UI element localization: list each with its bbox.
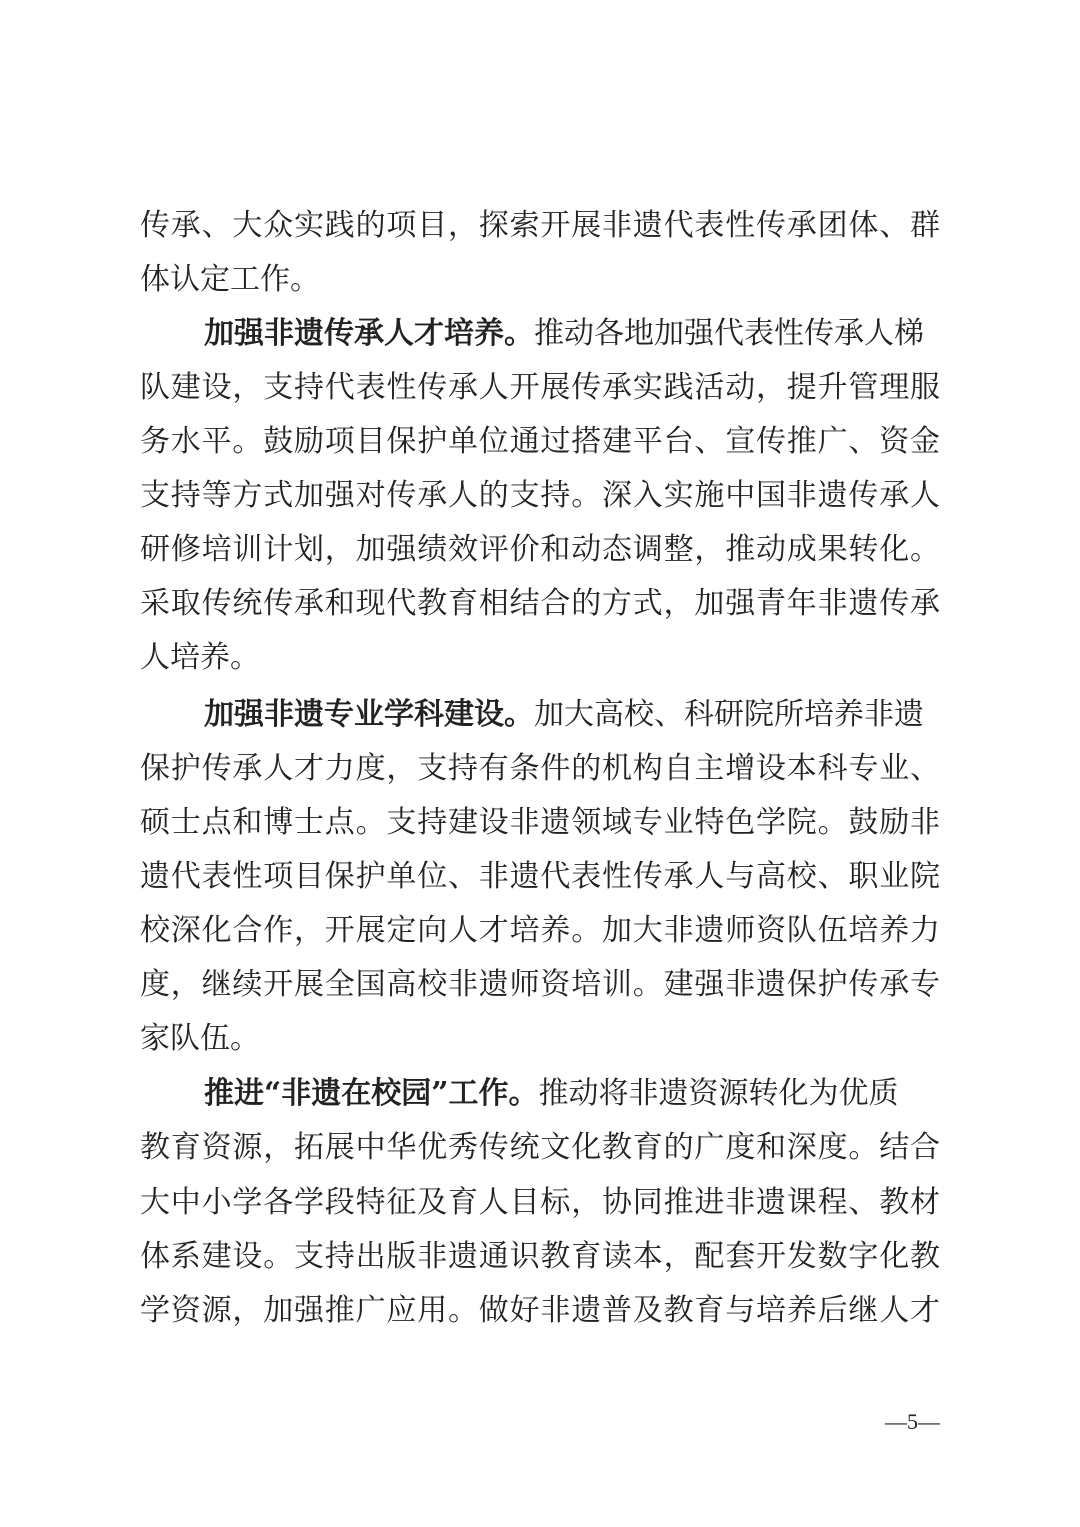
body-line: 人培养。 <box>140 640 260 675</box>
paragraph-talent-training <box>204 314 940 354</box>
body-line: 硕士点和博士点。支持建设非遗领域专业特色学院。鼓励非 <box>140 805 940 840</box>
paragraph-discipline-building <box>204 695 940 735</box>
page-number: —5— <box>885 1409 940 1434</box>
body-text: 推动各地加强代表性传承人梯 <box>534 316 924 351</box>
body-line: 度，继续开展全国高校非遗师资培训。建强非遗保护传承专 <box>140 967 940 1002</box>
body-line: 家队伍。 <box>140 1021 260 1056</box>
paragraph-campus <box>204 1074 940 1114</box>
body-line: 体系建设。支持出版非遗通识教育读本，配套开发数字化教 <box>140 1239 940 1274</box>
body-line: 务水平。鼓励项目保护单位通过搭建平台、宣传推广、资金 <box>140 424 940 459</box>
body-text: 推动将非遗资源转化为优质 <box>538 1076 899 1111</box>
body-line: 校深化合作，开展定向人才培养。加大非遗师资队伍培养力 <box>140 913 940 948</box>
body-line: 遗代表性项目保护单位、非遗代表性传承人与高校、职业院 <box>140 859 940 894</box>
body-line: 支持等方式加强对传承人的支持。深入实施中国非遗传承人 <box>140 478 940 513</box>
section-heading: 加强非遗传承人才培养。 <box>204 316 534 351</box>
body-line: 采取传统传承和现代教育相结合的方式，加强青年非遗传承 <box>140 586 940 621</box>
body-line: 传承、大众实践的项目，探索开展非遗代表性传承团体、群 <box>140 208 940 243</box>
body-line: 学资源，加强推广应用。做好非遗普及教育与培养后继人才 <box>140 1293 940 1328</box>
body-line: 研修培训计划，加强绩效评价和动态调整，推动成果转化。 <box>140 532 940 567</box>
section-heading: 加强非遗专业学科建设。 <box>204 697 534 732</box>
body-line: 教育资源，拓展中华优秀传统文化教育的广度和深度。结合 <box>140 1130 940 1165</box>
body-text: 加大高校、科研院所培养非遗 <box>534 697 924 732</box>
body-line: 大中小学各学段特征及育人目标，协同推进非遗课程、教材 <box>140 1185 940 1220</box>
section-heading: 推进“非遗在校园”工作。 <box>204 1076 539 1111</box>
body-line: 体认定工作。 <box>140 262 320 297</box>
body-line: 队建设，支持代表性传承人开展传承实践活动，提升管理服 <box>140 370 940 405</box>
body-line: 保护传承人才力度，支持有条件的机构自主增设本科专业、 <box>140 751 940 786</box>
